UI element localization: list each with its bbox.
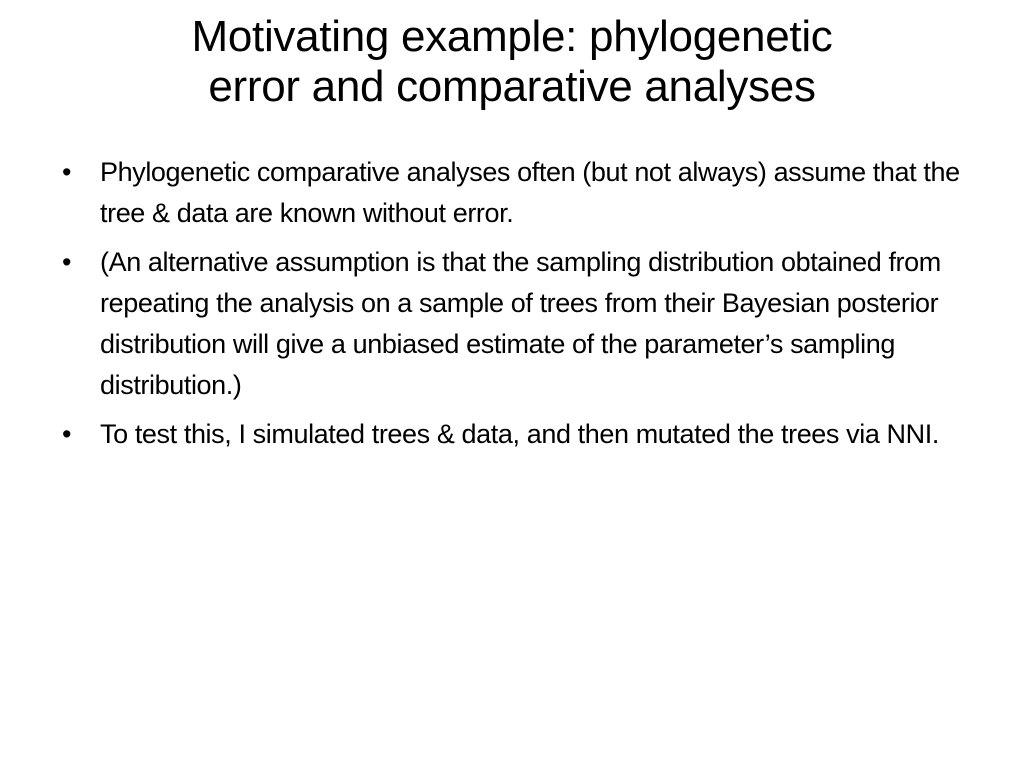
bullet-item-3 (60, 414, 960, 455)
bullet-item-1 (60, 152, 960, 234)
bullet-list (60, 152, 960, 463)
bullet-dot-icon: • (62, 157, 72, 187)
slide-title-line-1: Motivating example: phylogenetic (191, 12, 833, 61)
bullet-text: To test this, I simulated trees & data, and then mutated the trees via NNI. (100, 419, 939, 449)
slide-title-line-2: error and comparative analyses (208, 62, 816, 111)
bullet-dot-icon: • (62, 419, 72, 449)
bullet-text: (An alternative assumption is that the sampling distribution obtained from repeating the analysis on a sample of trees from their Bayesian posterior distribution will give a unbiased estimate of the parameter’s sampling distribution.) (100, 247, 941, 400)
bullet-item-2 (60, 242, 960, 406)
bullet-dot-icon: • (62, 247, 72, 277)
bullet-text: Phylogenetic comparative analyses often (but not always) assume that the tree & data are known without error. (100, 157, 960, 228)
slide-title (60, 12, 964, 112)
